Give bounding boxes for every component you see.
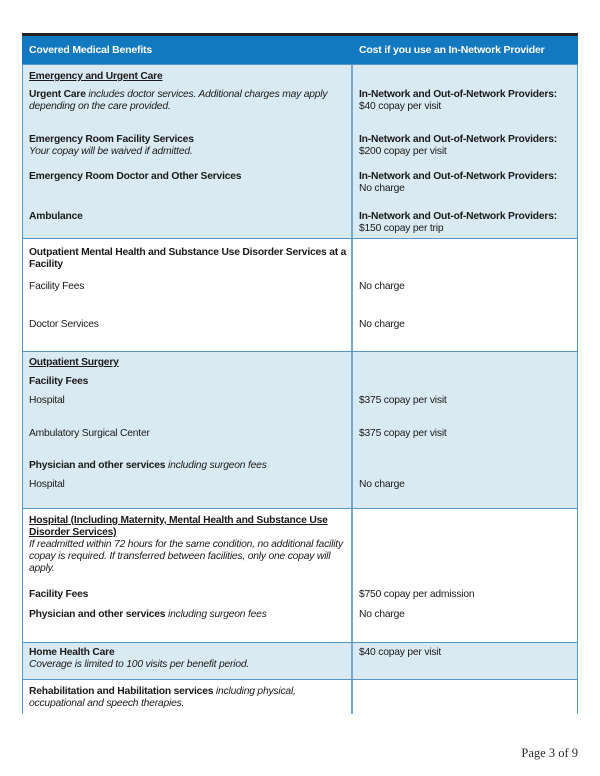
text-run: In-Network and Out-of-Network Providers: — [359, 134, 557, 145]
text-run: If readmitted within 72 hours for the same condition, no additional facility copay is required. If transferred between facilities, only one copay will apply. — [29, 539, 343, 574]
text-run: No charge — [359, 183, 405, 194]
text-run: including surgeon fees — [168, 460, 267, 471]
text-run: Facility Fees — [29, 281, 85, 292]
cost-cell — [351, 395, 577, 407]
benefit-cell — [23, 686, 351, 710]
benefit-row — [23, 609, 577, 621]
text-run: including surgeon fees — [168, 609, 267, 620]
text-run: Doctor Services — [29, 319, 99, 330]
text-run: Ambulatory Surgical Center — [29, 428, 150, 439]
cost-text — [359, 171, 575, 183]
cost-text — [359, 134, 575, 146]
benefit-cell — [23, 479, 351, 491]
text-run: No charge — [359, 281, 405, 292]
benefit-text — [29, 428, 351, 440]
benefit-text — [29, 89, 351, 113]
text-run: Hospital (Including Maternity, Mental Health and Substance Use Disorder Services) — [29, 515, 328, 538]
benefit-text — [29, 376, 351, 388]
benefit-cell — [23, 589, 351, 601]
benefit-cell — [23, 647, 351, 671]
benefit-row — [23, 686, 577, 710]
text-run: including physical, occupational and speech therapies. — [29, 686, 296, 709]
table-section-1 — [22, 64, 578, 238]
benefit-row — [23, 319, 577, 331]
benefit-cell — [23, 171, 351, 183]
text-run: Outpatient Surgery — [29, 357, 119, 368]
text-run: Physician and other services — [29, 609, 168, 620]
cost-text — [359, 647, 575, 659]
benefit-cell — [23, 319, 351, 331]
text-run: Hospital — [29, 479, 65, 490]
text-run: Facility Fees — [29, 589, 89, 600]
benefit-text — [29, 281, 351, 293]
benefit-row — [23, 589, 577, 601]
cost-text — [359, 589, 575, 601]
benefit-cell — [23, 376, 351, 388]
benefit-text — [29, 539, 351, 575]
column-divider — [351, 509, 353, 642]
text-run: Facility Fees — [29, 376, 89, 387]
benefit-row — [23, 515, 577, 575]
column-header-benefits: Covered Medical Benefits — [29, 44, 152, 56]
text-run: Hospital — [29, 395, 65, 406]
cost-text — [359, 146, 575, 158]
cost-cell — [351, 89, 577, 113]
benefit-row — [23, 89, 577, 113]
benefit-cell — [23, 134, 351, 158]
column-divider — [351, 643, 353, 679]
benefit-row — [23, 460, 577, 472]
benefit-text — [29, 395, 351, 407]
benefit-text — [29, 146, 351, 158]
text-run: Physician and other services — [29, 460, 168, 471]
benefit-text — [29, 460, 351, 472]
benefit-cell — [23, 460, 351, 472]
text-run: In-Network and Out-of-Network Providers: — [359, 211, 557, 222]
text-run: No charge — [359, 479, 405, 490]
text-run: $375 copay per visit — [359, 395, 447, 406]
text-run: Your copay will be waived if admitted. — [29, 146, 193, 157]
text-run: Outpatient Mental Health and Substance Use Disorder Services at a Facility — [29, 247, 347, 270]
benefit-row — [23, 357, 577, 369]
table-header-row — [22, 36, 578, 64]
benefit-cell — [23, 89, 351, 113]
text-run: Coverage is limited to 100 visits per benefit period. — [29, 659, 250, 670]
benefit-row — [23, 395, 577, 407]
text-run: Emergency Room Doctor and Other Services — [29, 171, 242, 182]
cost-cell — [351, 319, 577, 331]
text-run: No charge — [359, 319, 405, 330]
cost-text — [359, 101, 575, 113]
table-section-3 — [22, 351, 578, 508]
benefit-row — [23, 281, 577, 293]
benefit-text — [29, 171, 351, 183]
text-run: $40 copay per visit — [359, 647, 442, 658]
cost-text — [359, 319, 575, 331]
benefit-row — [23, 428, 577, 440]
cost-cell — [351, 171, 577, 195]
benefit-text — [29, 659, 351, 671]
text-run: $150 copay per trip — [359, 223, 444, 234]
page-number: Page 3 of 9 — [521, 746, 578, 760]
cost-text — [359, 281, 575, 293]
benefit-text — [29, 71, 351, 83]
table-body — [22, 64, 578, 714]
benefit-cell — [23, 71, 351, 83]
cost-cell — [351, 134, 577, 158]
benefit-text — [29, 479, 351, 491]
benefit-text — [29, 247, 351, 271]
text-run: Home Health Care — [29, 647, 115, 658]
benefit-cell — [23, 609, 351, 621]
benefits-table — [22, 33, 578, 714]
benefit-row — [23, 647, 577, 671]
cost-text — [359, 183, 575, 195]
text-run: $750 copay per admission — [359, 589, 475, 600]
benefit-cell — [23, 211, 351, 223]
cost-cell — [351, 479, 577, 491]
text-run: No charge — [359, 609, 405, 620]
benefit-text — [29, 647, 351, 659]
text-run: includes doctor services. Additional charges may apply depending on the care provided. — [29, 89, 328, 112]
benefit-row — [23, 71, 577, 83]
column-divider — [351, 352, 353, 508]
table-section-4 — [22, 508, 578, 642]
text-run: Rehabilitation and Habilitation services — [29, 686, 216, 697]
cost-cell — [351, 609, 577, 621]
cost-cell — [351, 428, 577, 440]
cost-text — [359, 395, 575, 407]
benefit-text — [29, 609, 351, 621]
text-run: In-Network and Out-of-Network Providers: — [359, 89, 557, 100]
cost-text — [359, 223, 575, 235]
text-run: Emergency Room Facility Services — [29, 134, 194, 145]
benefit-text — [29, 515, 351, 539]
benefit-cell — [23, 428, 351, 440]
benefit-row — [23, 376, 577, 388]
text-run: Urgent Care — [29, 89, 89, 100]
benefit-row — [23, 171, 577, 195]
table-section-6 — [22, 679, 578, 714]
text-run: $200 copay per visit — [359, 146, 447, 157]
column-header-cost: Cost if you use an In-Network Provider — [359, 44, 545, 56]
benefit-row — [23, 479, 577, 491]
cost-cell — [351, 589, 577, 601]
benefit-cell — [23, 281, 351, 293]
benefit-cell — [23, 515, 351, 575]
column-divider — [351, 680, 353, 714]
text-run: Ambulance — [29, 211, 83, 222]
cost-text — [359, 479, 575, 491]
column-divider — [351, 239, 353, 351]
text-run: $40 copay per visit — [359, 101, 442, 112]
benefit-text — [29, 134, 351, 146]
text-run: $375 copay per visit — [359, 428, 447, 439]
cost-cell — [351, 281, 577, 293]
cost-cell — [351, 647, 577, 659]
benefit-row — [23, 247, 577, 271]
text-run: In-Network and Out-of-Network Providers: — [359, 171, 557, 182]
benefit-cell — [23, 395, 351, 407]
cost-text — [359, 428, 575, 440]
table-section-5 — [22, 642, 578, 679]
column-divider — [351, 65, 353, 238]
benefit-row — [23, 211, 577, 235]
cost-text — [359, 211, 575, 223]
benefit-text — [29, 211, 351, 223]
cost-cell — [351, 211, 577, 235]
cost-text — [359, 89, 575, 101]
cost-text — [359, 609, 575, 621]
text-run: Emergency and Urgent Care — [29, 71, 163, 82]
benefit-text — [29, 589, 351, 601]
benefit-text — [29, 319, 351, 331]
benefit-text — [29, 357, 351, 369]
benefit-text — [29, 686, 351, 710]
benefit-cell — [23, 357, 351, 369]
benefit-cell — [23, 247, 351, 271]
benefit-row — [23, 134, 577, 158]
table-section-2 — [22, 238, 578, 351]
